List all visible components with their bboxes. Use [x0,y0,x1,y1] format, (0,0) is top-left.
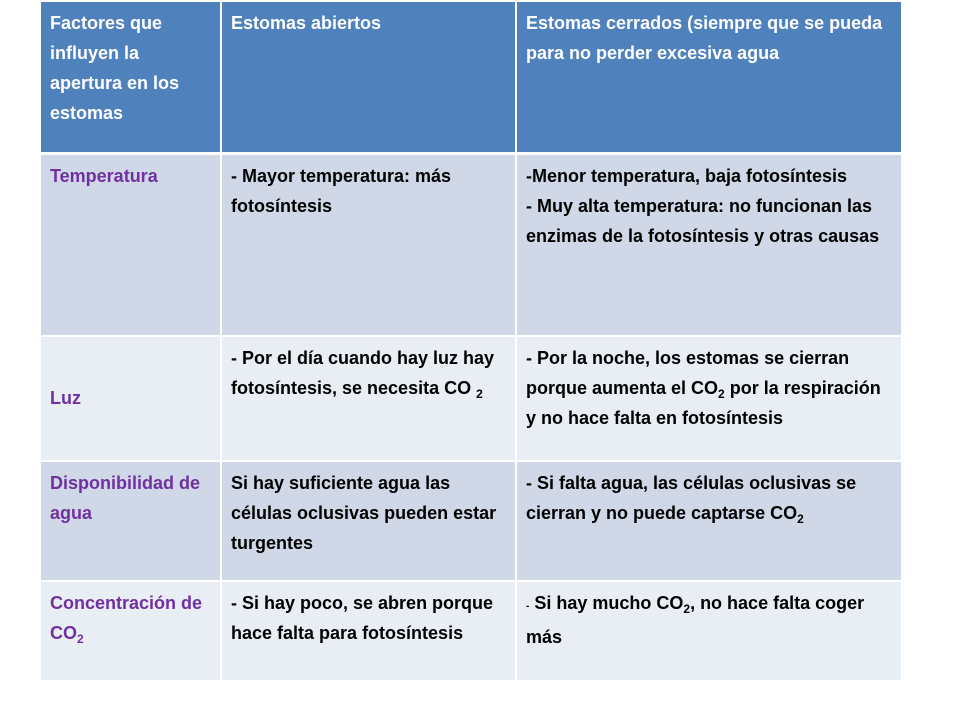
open-cell: Si hay suficiente agua las células oclusivas pueden estar turgentes [222,462,517,582]
row-luz [41,337,903,462]
row-temperatura [41,155,903,337]
row-concentracion-co2 [41,582,903,682]
closed-cell [517,462,903,582]
open-cell [222,337,517,462]
open-text: - Por el día cuando hay luz hay fotosíntesis, se necesita CO [231,348,495,398]
closed-text-end: , no hace falta coger más [526,593,865,647]
factor-text: Concentración de CO [50,593,203,643]
header-factors: Factores que influyen la apertura en los estomas [41,2,222,155]
subscript: 2 [77,632,84,646]
closed-cell [517,337,903,462]
closed-dash: - [526,601,530,612]
row-disponibilidad-agua [41,462,903,582]
factor-cell: Luz [41,337,222,462]
factor-cell: Temperatura [41,155,222,337]
header-closed: Estomas cerrados (siempre que se pueda para no perder excesiva agua [517,2,903,155]
closed-text-end: por la respiración y no hace falta en fotosíntesis [526,378,881,428]
closed-text: - Si falta agua, las células oclusivas se cierran y no puede captarse CO [526,473,857,523]
subscript: 2 [476,387,483,401]
closed-cell [517,582,903,682]
stomata-factors-table [41,2,903,682]
open-cell: - Si hay poco, se abren porque hace falta para fotosíntesis [222,582,517,682]
factor-cell: Disponibilidad de agua [41,462,222,582]
closed-text-1: -Menor temperatura, baja fotosíntesis [526,166,848,186]
subscript: 2 [797,512,804,526]
subscript: 2 [718,387,725,401]
closed-text: - Por la noche, los estomas se cierran porque aumenta el CO [526,348,850,398]
header-row [41,2,903,155]
header-open: Estomas abiertos [222,2,517,155]
factor-cell [41,582,222,682]
open-cell: - Mayor temperatura: más fotosíntesis [222,155,517,337]
closed-cell [517,155,903,337]
subscript: 2 [683,602,691,616]
closed-text: Si hay mucho CO [529,593,684,613]
closed-text-2: - Muy alta temperatura: no funcionan las enzimas de la fotosíntesis y otras causas [526,196,880,246]
